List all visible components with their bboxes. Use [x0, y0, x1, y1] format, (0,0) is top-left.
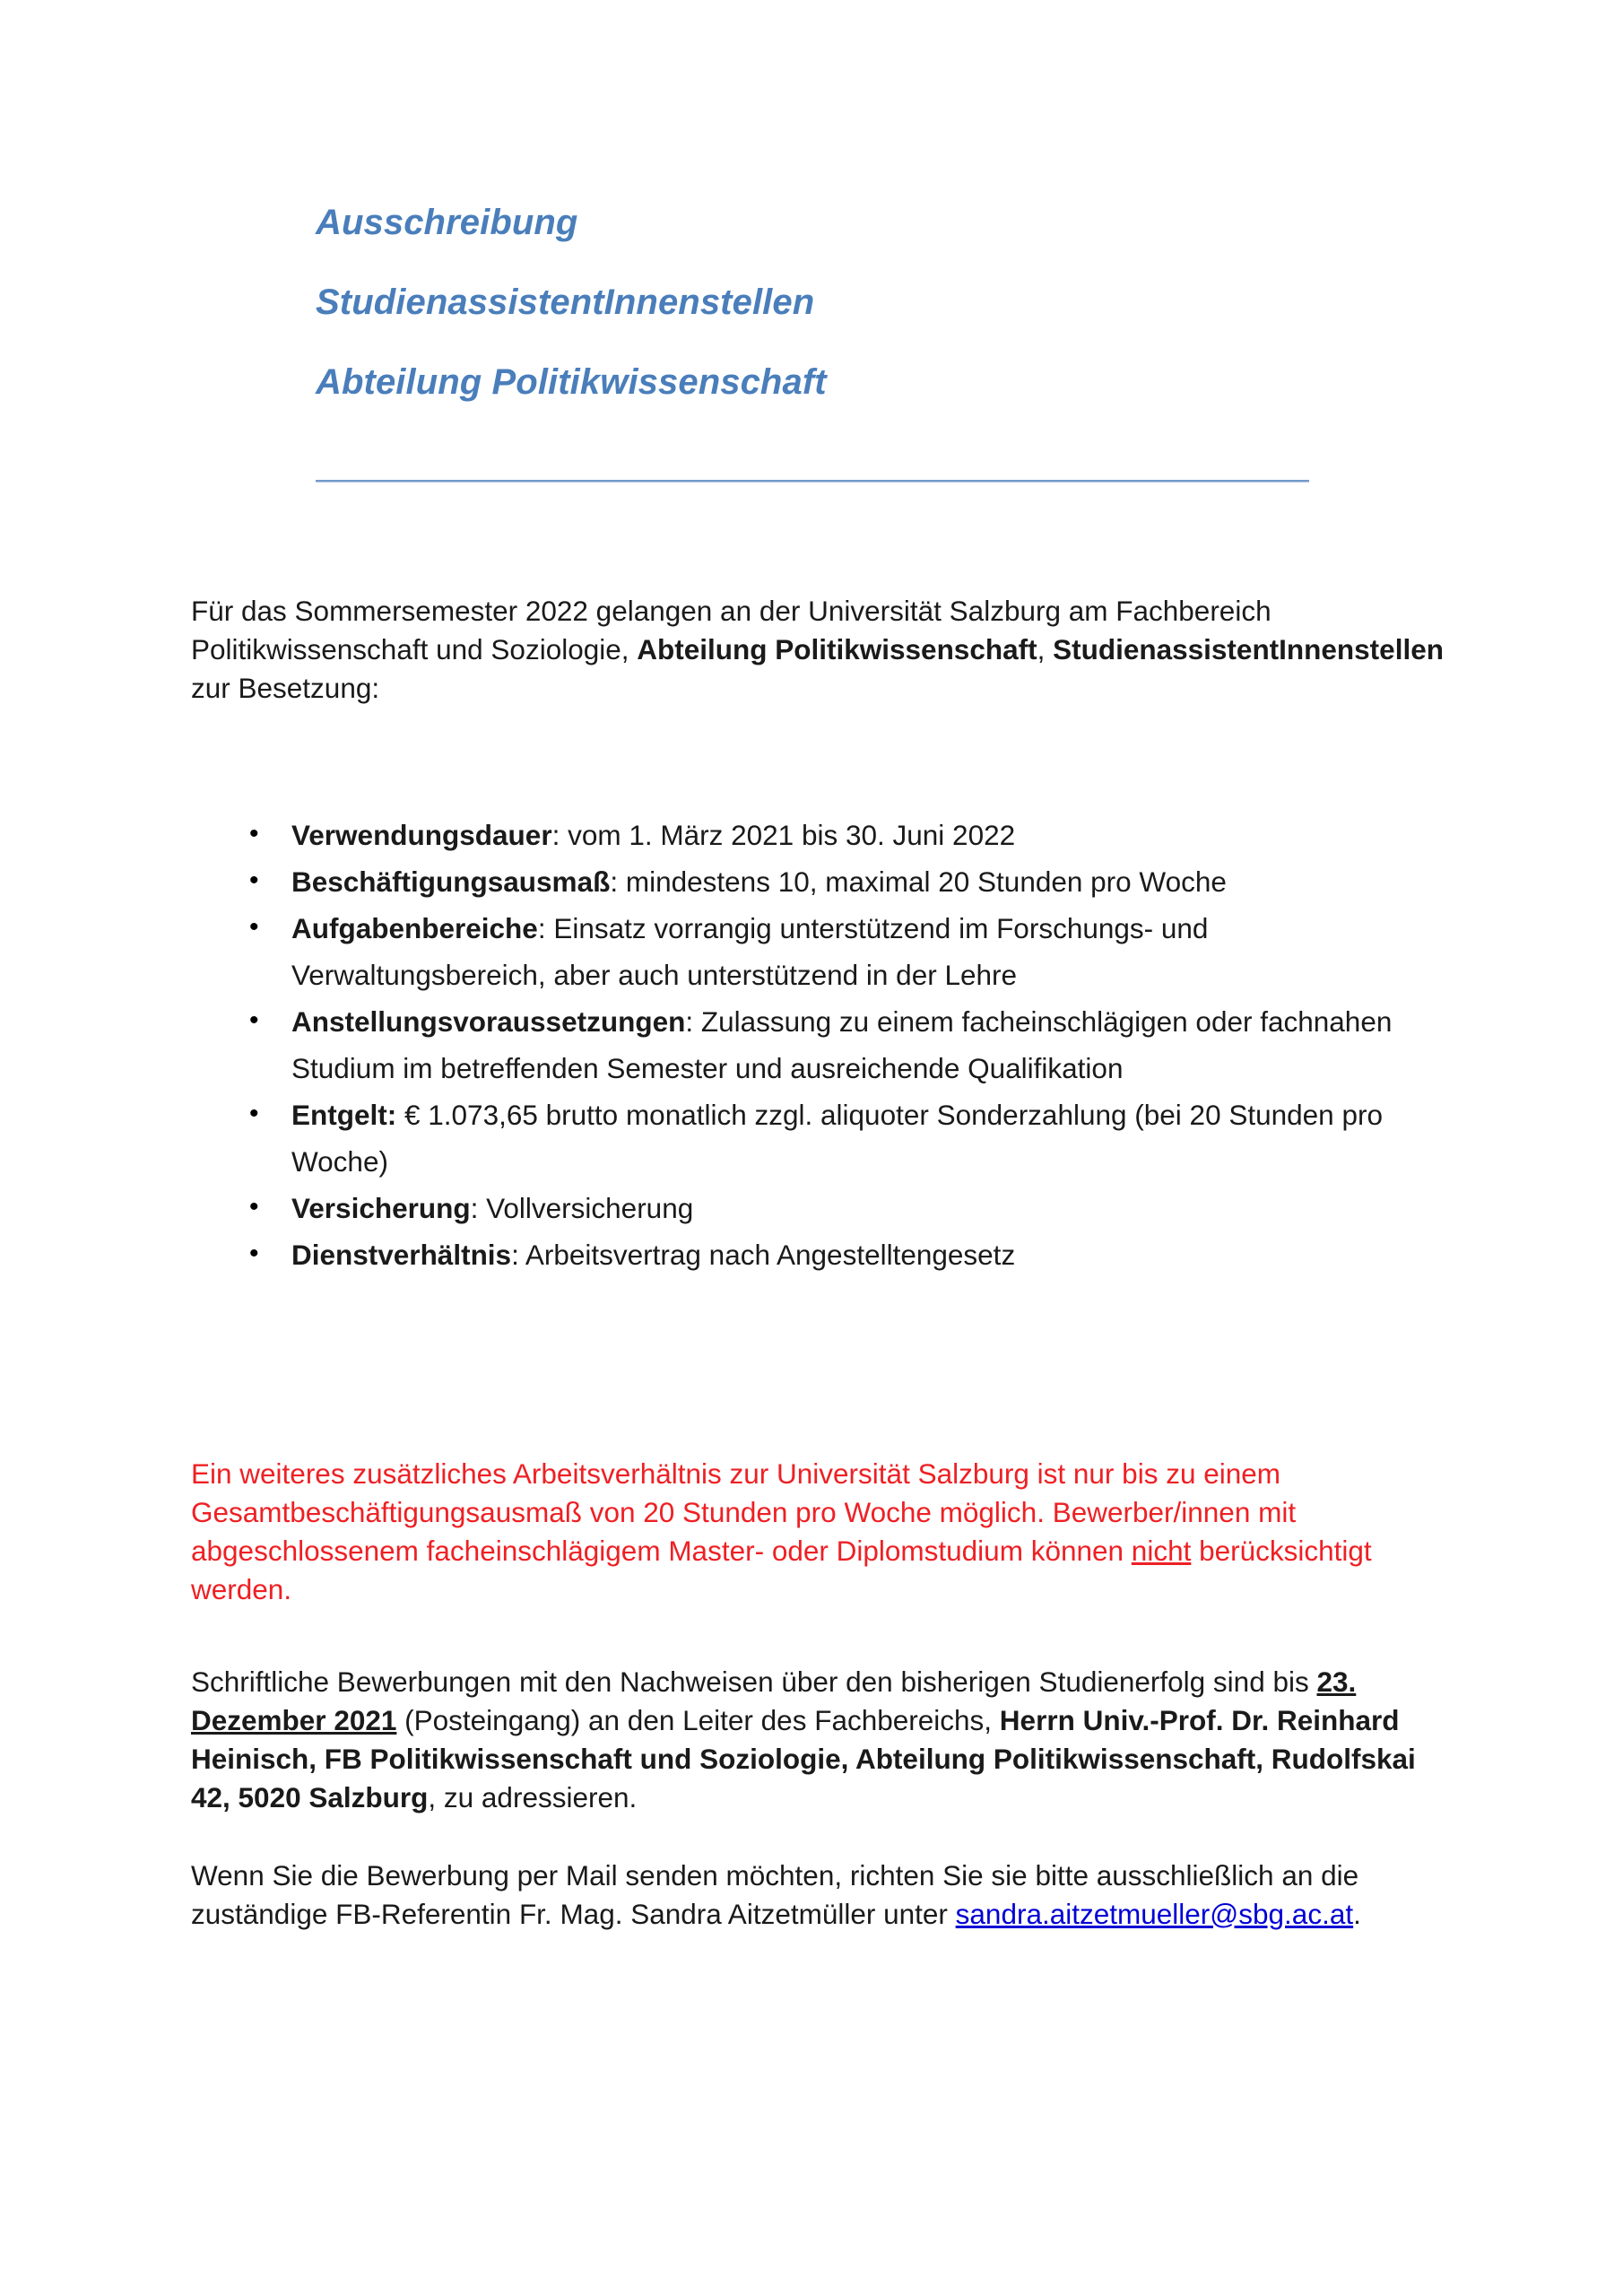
heading-divider-rule	[316, 480, 1309, 483]
bullet-text: vom 1. März 2021 bis 30. Juni 2022	[568, 819, 1016, 851]
bullet-text: Vollversicherung	[486, 1192, 694, 1224]
list-item	[249, 1231, 1451, 1278]
bullet-label: Verwendungsdauer	[291, 819, 552, 851]
mail-text-1: Wenn Sie die Bewerbung per Mail senden möchten, richten Sie sie bitte ausschließlich an die zuständige FB-Referentin Fr. Mag. Sandra Aitzetmüller unter	[191, 1858, 1359, 1930]
intro-text-mid: ,	[1037, 633, 1054, 665]
bullet-separator: :	[470, 1192, 487, 1224]
bullet-label: Dienstverhältnis	[291, 1239, 512, 1271]
red-notice-text-1: Ein weiteres zusätzliches Arbeitsverhältnis zur Universität Salzburg ist nur bis zu einem Gesamtbeschäftigungsausmaß von 20 Stunden pro Woche möglich. Bewerber/innen mit abgeschlossenem facheinschlägigem Master- oder Diplomstudium können	[191, 1457, 1297, 1567]
intro-bold-stellen: StudienassistentInnenstellen	[1053, 633, 1444, 665]
address-text-2: (Posteingang) an den Leiter des Fachbereichs,	[396, 1703, 1000, 1736]
heading-divider-line	[316, 480, 1309, 482]
list-item	[249, 998, 1451, 1091]
email-application-paragraph	[191, 1857, 1464, 1934]
intro-paragraph-block	[191, 592, 1464, 708]
bullet-separator: :	[610, 865, 626, 898]
bullet-text: € 1.073,65 brutto monatlich zzgl. aliquoter Sonderzahlung (bei 20 Stunden pro Woche)	[291, 1099, 1383, 1178]
bullet-label: Beschäftigungsausmaß	[291, 865, 611, 898]
bullet-separator: :	[551, 819, 568, 851]
bullet-separator: :	[511, 1239, 525, 1271]
intro-text-tail: zur Besetzung:	[191, 672, 380, 704]
list-item	[249, 1091, 1451, 1185]
application-address-paragraph	[191, 1663, 1446, 1817]
list-item	[249, 812, 1451, 858]
heading-studienassistentinnenstellen: StudienassistentInnenstellen	[316, 283, 815, 322]
heading-ausschreibung: Ausschreibung	[316, 203, 578, 242]
heading-divider-shadow	[316, 482, 1309, 483]
conditions-bullet-list	[249, 812, 1451, 1278]
document-heading-block	[316, 204, 1311, 400]
recipient-address: Herrn Univ.-Prof. Dr. Reinhard Heinisch, FB Politikwissenschaft und Soziologie, Abteilung Politikwissenschaft, Rudolfskai 42, 5020 Salzburg	[191, 1703, 1416, 1813]
intro-bold-abteilung: Abteilung Politikwissenschaft	[637, 633, 1037, 665]
bullet-separator	[396, 1099, 404, 1131]
red-notice-paragraph	[191, 1455, 1464, 1609]
bullet-text: mindestens 10, maximal 20 Stunden pro Woche	[625, 865, 1227, 898]
address-text-1: Schriftliche Bewerbungen mit den Nachweisen über den bisherigen Studienerfolg sind bis	[191, 1665, 1317, 1698]
mail-text-2: .	[1353, 1897, 1361, 1930]
red-notice-text-2: berücksichtigt werden.	[191, 1534, 1372, 1605]
heading-abteilung-politikwissenschaft: Abteilung Politikwissenschaft	[316, 362, 827, 402]
bullet-label: Aufgabenbereiche	[291, 912, 538, 944]
list-item	[249, 1185, 1451, 1231]
bullet-text: Zulassung zu einem facheinschlägigen oder fachnahen Studium im betreffenden Semester und ausreichende Qualifikation	[291, 1005, 1393, 1084]
contact-email-link[interactable]: sandra.aitzetmueller@sbg.ac.at	[955, 1897, 1354, 1930]
bullet-separator: :	[537, 912, 554, 944]
bullet-text: Arbeitsvertrag nach Angestelltengesetz	[525, 1239, 1016, 1271]
list-item	[249, 905, 1451, 998]
list-item	[249, 858, 1451, 905]
red-notice-underlined-nicht: nicht	[1131, 1534, 1192, 1567]
intro-paragraph	[191, 592, 1464, 708]
address-text-3: , zu adressieren.	[428, 1780, 638, 1813]
bullet-label: Anstellungsvoraussetzungen	[291, 1005, 686, 1038]
intro-text-lead: Für das Sommersemester 2022 gelangen an der Universität Salzburg am Fachbereich Politikwissenschaft und Soziologie,	[191, 595, 1271, 665]
bullet-label: Versicherung	[291, 1192, 471, 1224]
bullet-separator: :	[685, 1005, 701, 1038]
application-deadline: 23. Dezember 2021	[191, 1665, 1357, 1736]
bullet-text: Einsatz vorrangig unterstützend im Forschungs- und Verwaltungsbereich, aber auch unterstützend in der Lehre	[291, 912, 1209, 991]
bullet-label: Entgelt:	[291, 1099, 397, 1131]
